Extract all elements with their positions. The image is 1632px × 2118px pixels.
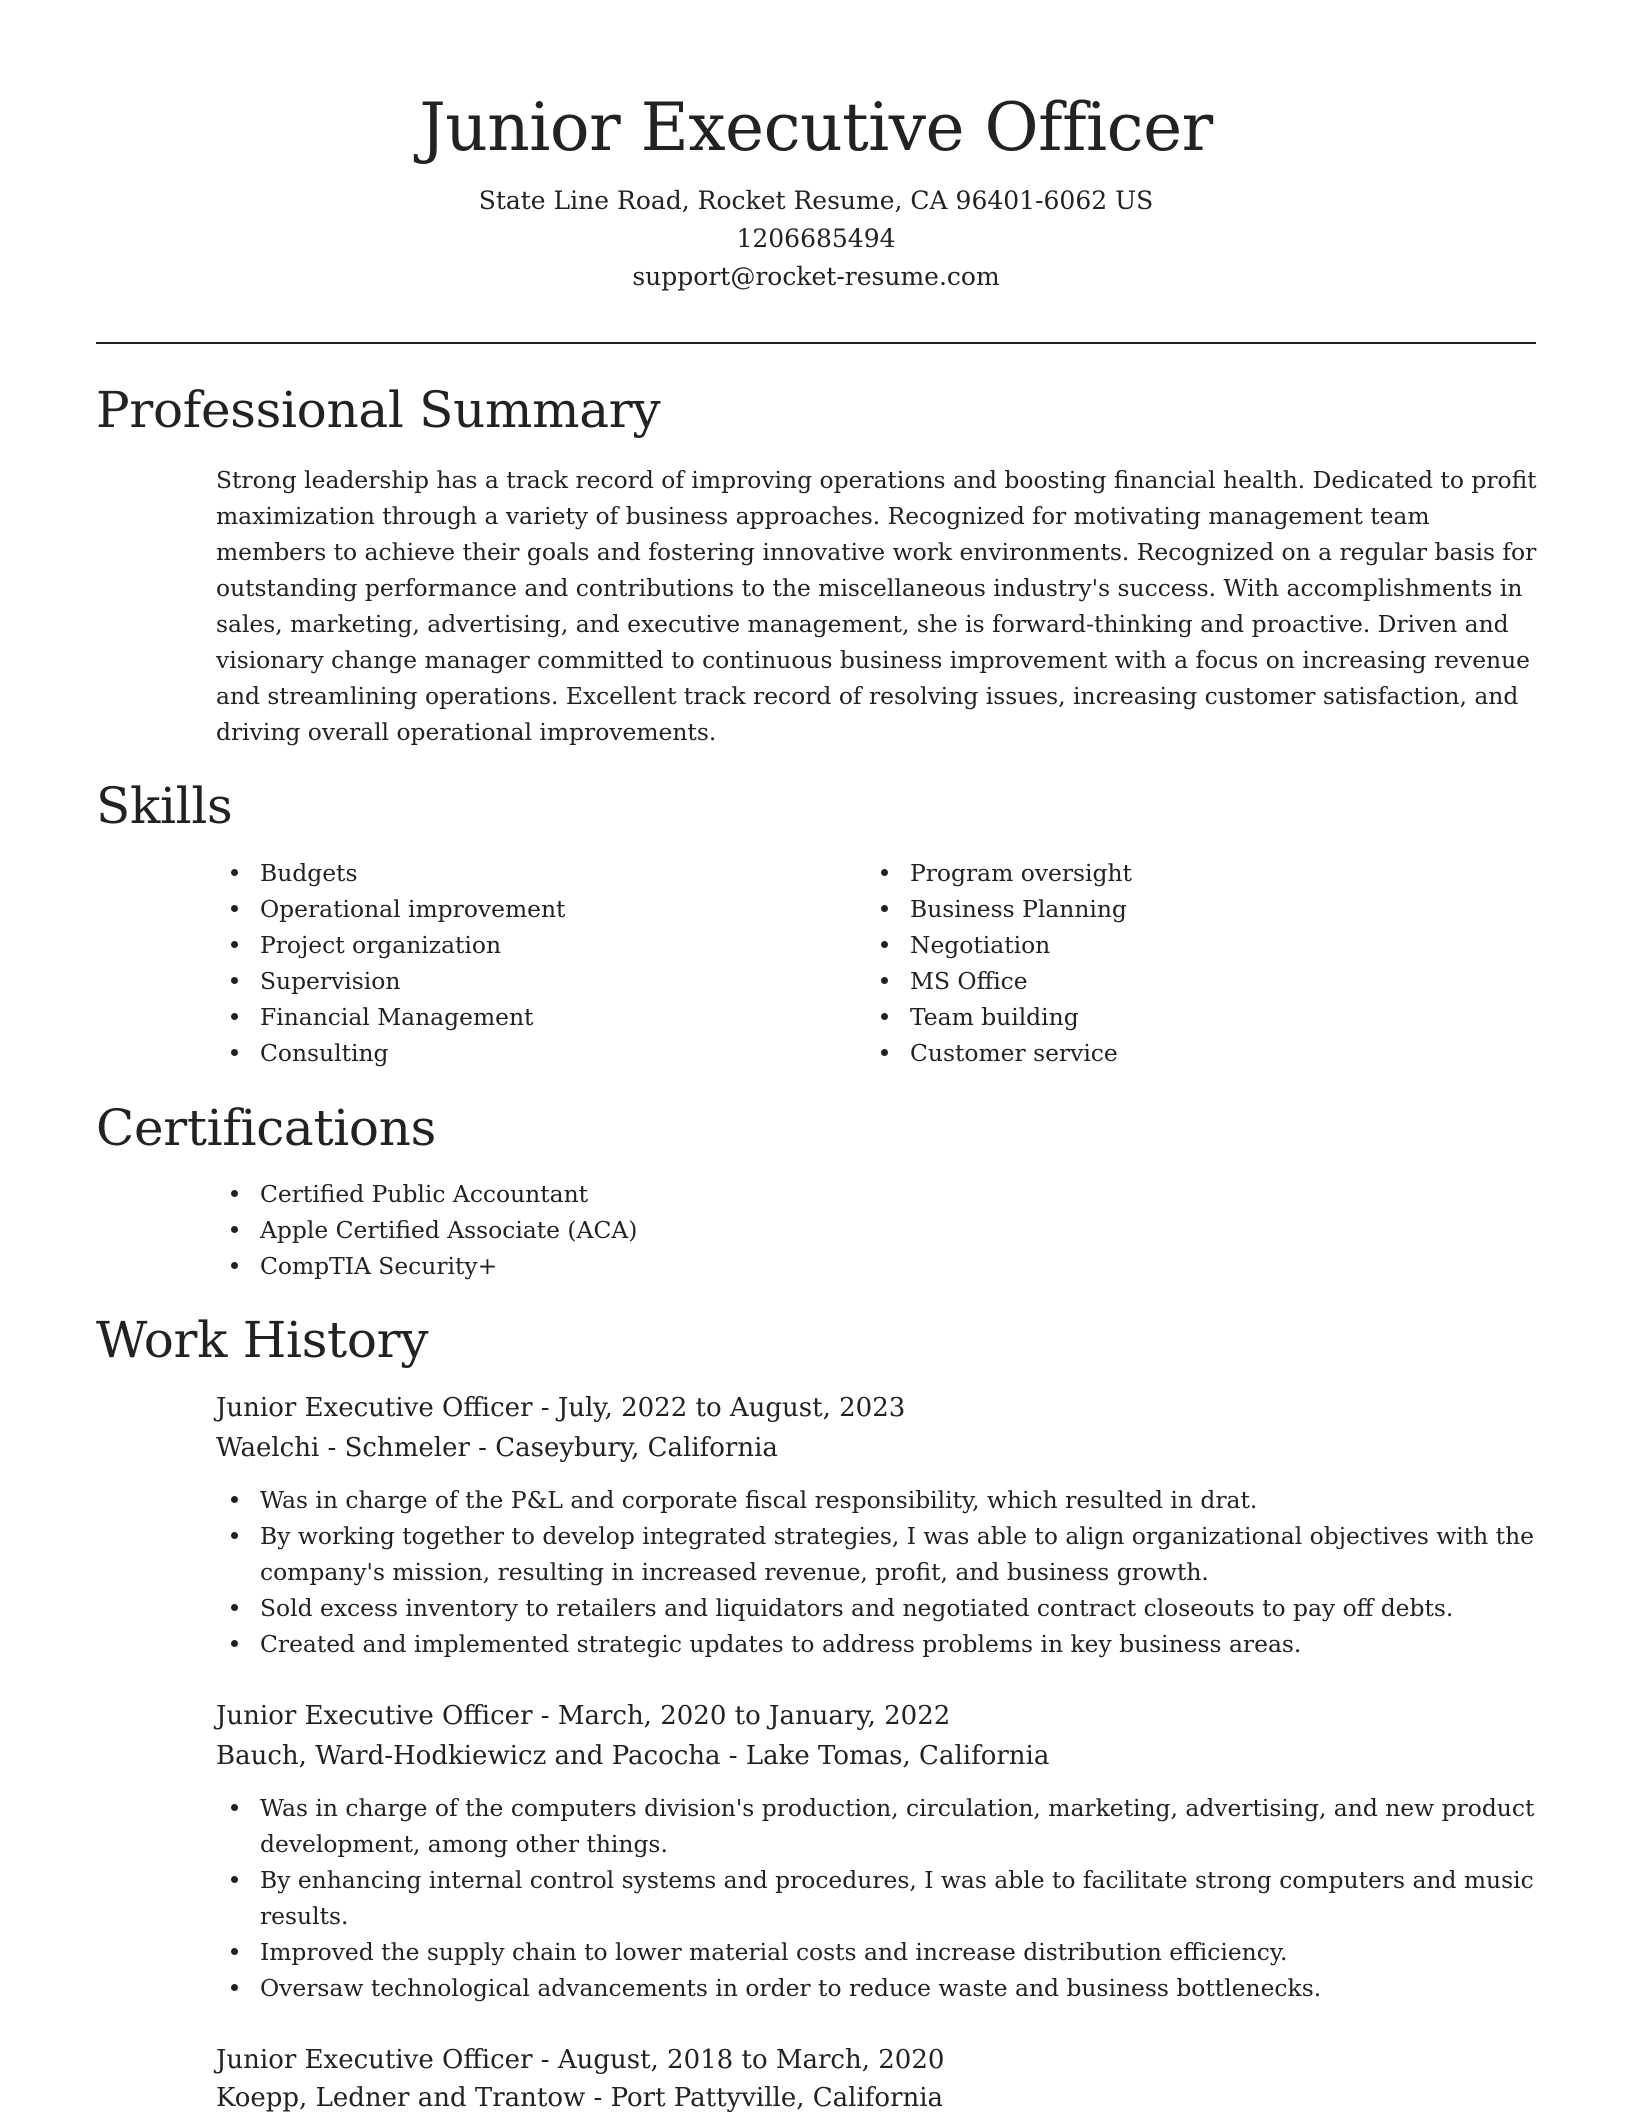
job-dates: August, 2018 to March, 2020 bbox=[557, 2045, 945, 2075]
contact-phone: 1206685494 bbox=[736, 224, 896, 253]
job-bullet: Oversaw technological advancements in order to reduce waste and business bottlenecks. bbox=[216, 1970, 1536, 2006]
job-title: Junior Executive Officer bbox=[216, 1701, 533, 1731]
job-location: Port Pattyville, California bbox=[610, 2083, 944, 2113]
contact-address: State Line Road, Rocket Resume, CA 96401-6062 US bbox=[478, 186, 1154, 215]
contact-email: support@rocket-resume.com bbox=[632, 262, 1000, 291]
work-history-heading: Work History bbox=[96, 1311, 429, 1369]
skills-heading: Skills bbox=[96, 777, 233, 835]
job-bullet: By enhancing internal control systems and procedures, I was able to facilitate strong computers and music results. bbox=[216, 1862, 1536, 1934]
job-company-line: Waelchi - Schmeler - Caseybury, California bbox=[216, 1433, 778, 1463]
job-title-line: Junior Executive Officer - July, 2022 to August, 2023 bbox=[216, 1393, 906, 1423]
job-title: Junior Executive Officer bbox=[216, 1393, 533, 1423]
skill-item: Supervision bbox=[216, 963, 856, 999]
job-bullet: By working together to develop integrated strategies, I was able to align organizational objectives with the company's mission, resulting in increased revenue, profit, and business growth. bbox=[216, 1518, 1536, 1590]
skill-item: Team building bbox=[866, 999, 1506, 1035]
job-location: Caseybury, California bbox=[495, 1433, 778, 1463]
skill-item: Program oversight bbox=[866, 855, 1506, 891]
summary-heading: Professional Summary bbox=[96, 381, 661, 439]
skill-item: Consulting bbox=[216, 1035, 856, 1071]
skill-item: Operational improvement bbox=[216, 891, 856, 927]
job-bullet: Sold excess inventory to retailers and liquidators and negotiated contract closeouts to pay off debts. bbox=[216, 1590, 1536, 1626]
skill-item: Business Planning bbox=[866, 891, 1506, 927]
job-dates: March, 2020 to January, 2022 bbox=[557, 1701, 951, 1731]
skill-item: Customer service bbox=[866, 1035, 1506, 1071]
skill-item: Project organization bbox=[216, 927, 856, 963]
job-bullets bbox=[216, 1790, 1536, 2006]
candidate-name: Junior Executive Officer bbox=[419, 89, 1213, 166]
job-bullet: Was in charge of the computers division's production, circulation, marketing, advertising, and new product development, among other things. bbox=[216, 1790, 1536, 1862]
header-divider bbox=[96, 342, 1536, 344]
job-bullets bbox=[216, 1482, 1536, 1662]
job-title-line: Junior Executive Officer - August, 2018 to March, 2020 bbox=[216, 2045, 945, 2075]
certification-item: CompTIA Security+ bbox=[216, 1248, 1536, 1284]
job-title: Junior Executive Officer bbox=[216, 2045, 533, 2075]
contact-block bbox=[96, 182, 1536, 296]
certification-item: Certified Public Accountant bbox=[216, 1176, 1536, 1212]
job-dates: July, 2022 to August, 2023 bbox=[557, 1393, 906, 1423]
skill-item: Negotiation bbox=[866, 927, 1506, 963]
certification-item: Apple Certified Associate (ACA) bbox=[216, 1212, 1536, 1248]
summary-text: Strong leadership has a track record of improving operations and boosting financial health. Dedicated to profit maximization through a variety of business approaches. Recognized for motivating management team members to achieve their goals and fostering innovative work environments. Recognized on a regular basis for outstanding performance and contributions to the miscellaneous industry's success. With accomplishments in sales, marketing, advertising, and executive management, she is forward-thinking and proactive. Driven and visionary change manager committed to continuous business improvement with a focus on increasing revenue and streamlining operations. Excellent track record of resolving issues, increasing customer satisfaction, and driving overall operational improvements. bbox=[216, 466, 1537, 746]
skills-list-right bbox=[866, 855, 1506, 1071]
skill-item: Budgets bbox=[216, 855, 856, 891]
job-company: Waelchi - Schmeler bbox=[216, 1433, 470, 1463]
job-company-line: Bauch, Ward-Hodkiewicz and Pacocha - Lake Tomas, California bbox=[216, 1741, 1050, 1771]
job-bullet: Improved the supply chain to lower material costs and increase distribution efficiency. bbox=[216, 1934, 1536, 1970]
skill-item: Financial Management bbox=[216, 999, 856, 1035]
job-location: Lake Tomas, California bbox=[745, 1741, 1050, 1771]
job-company-line: Koepp, Ledner and Trantow - Port Pattyville, California bbox=[216, 2083, 944, 2113]
certifications-list bbox=[216, 1176, 1536, 1284]
certifications-heading: Certifications bbox=[96, 1099, 436, 1157]
job-bullet: Was in charge of the P&L and corporate fiscal responsibility, which resulted in drat. bbox=[216, 1482, 1536, 1518]
job-bullet: Created and implemented strategic updates to address problems in key business areas. bbox=[216, 1626, 1536, 1662]
resume-header bbox=[96, 80, 1536, 296]
skill-item: MS Office bbox=[866, 963, 1506, 999]
skills-list-left bbox=[216, 855, 856, 1071]
job-title-line: Junior Executive Officer - March, 2020 to January, 2022 bbox=[216, 1701, 951, 1731]
job-company: Koepp, Ledner and Trantow bbox=[216, 2083, 586, 2113]
job-company: Bauch, Ward-Hodkiewicz and Pacocha bbox=[216, 1741, 721, 1771]
